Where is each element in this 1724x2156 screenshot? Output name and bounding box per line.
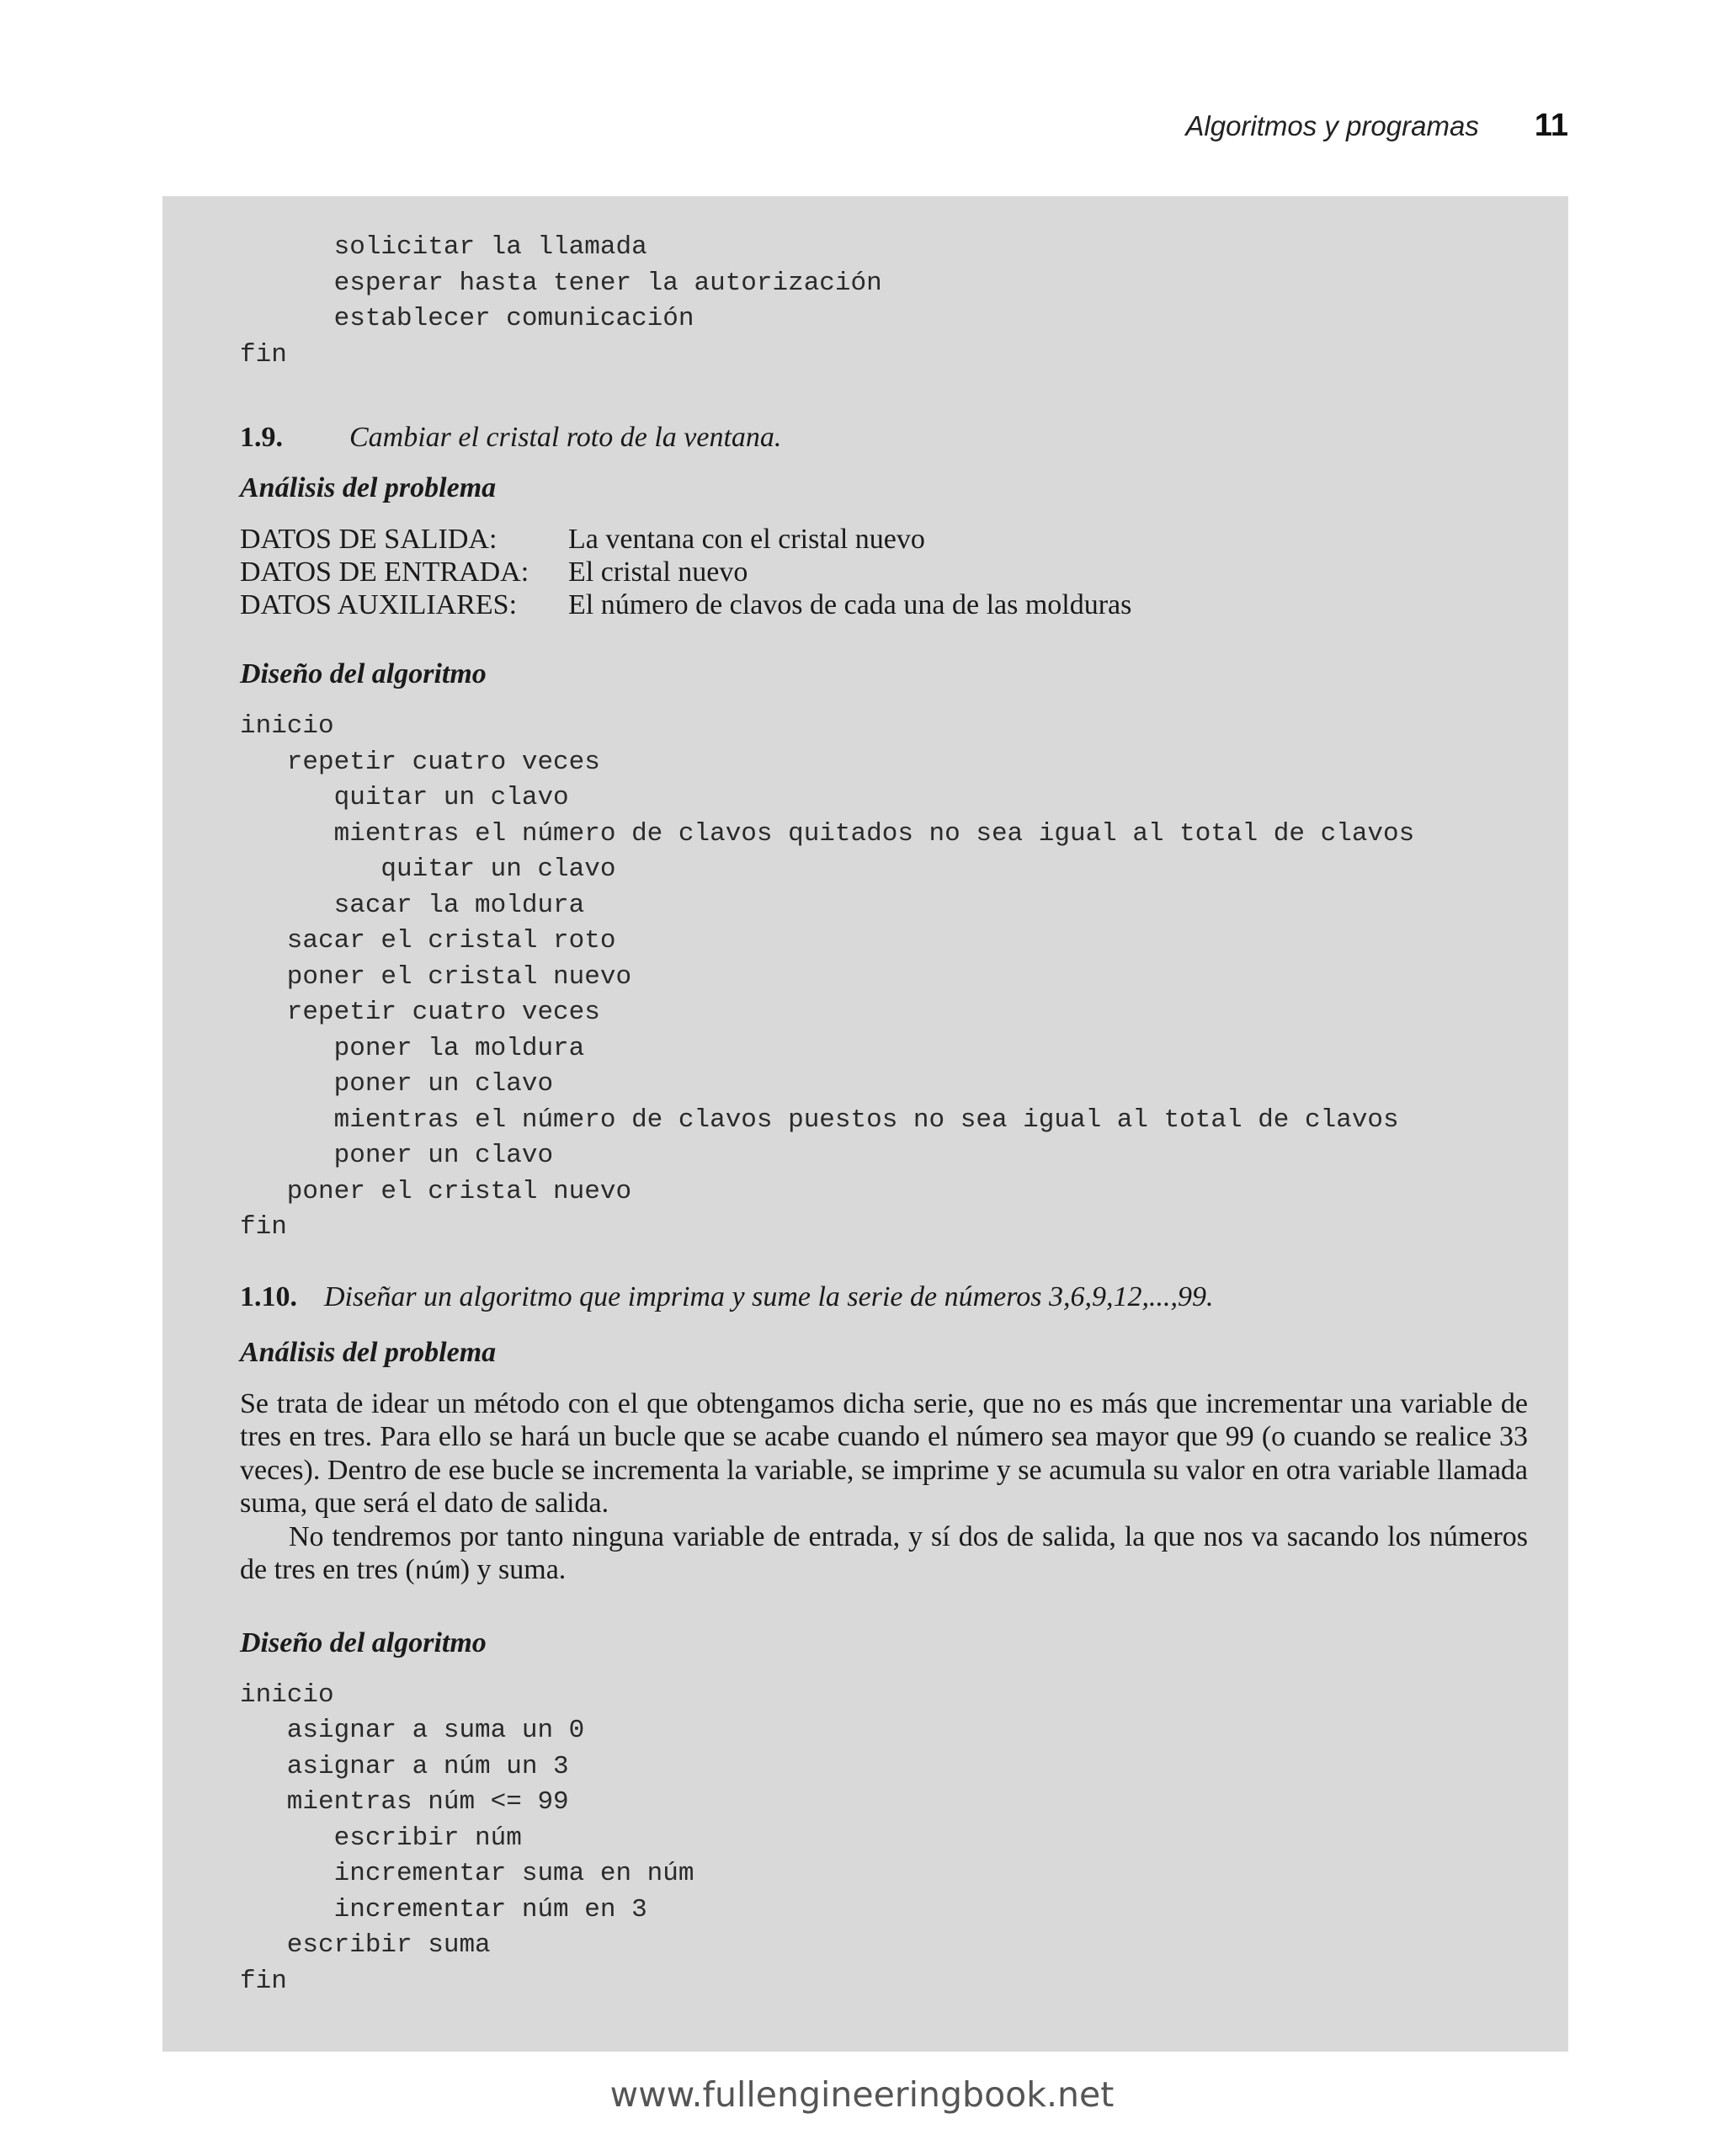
- analysis-heading: Análisis del problema: [240, 472, 497, 503]
- inline-code: núm: [414, 1558, 460, 1587]
- code-block-1-10: inicio asignar a suma un 0 asignar a núm un 3 mientras núm <= 99 escribir núm incrementar suma en núm incrementar núm en 3 escribir suma fin: [240, 1680, 694, 1996]
- exercise-number: 1.9.: [240, 422, 283, 453]
- data-key: DATOS DE SALIDA:: [240, 524, 498, 555]
- data-value: El cristal nuevo: [568, 556, 748, 588]
- exercise-number: 1.10.: [240, 1280, 297, 1312]
- paragraph-text: ) y suma.: [460, 1554, 567, 1585]
- data-table: [240, 523, 1528, 621]
- running-header: [1185, 108, 1568, 144]
- exercise-heading-1-10: [240, 1281, 1528, 1313]
- exercise-statement: Diseñar un algoritmo que imprima y sume la serie de números 3,6,9,12,...,99.: [324, 1280, 1214, 1312]
- data-key: DATOS DE ENTRADA:: [240, 556, 529, 588]
- design-heading: Diseño del algoritmo: [240, 658, 487, 689]
- paragraph-text: No tendremos por tanto ninguna variable de entrada, y sí dos de salida, la que nos va sacando los números de tres en tres (: [240, 1520, 1528, 1585]
- design-heading: Diseño del algoritmo: [240, 1626, 487, 1658]
- data-key: DATOS AUXILIARES:: [240, 589, 518, 620]
- data-row-auxiliary: [240, 588, 1528, 621]
- data-row-output: [240, 523, 1528, 556]
- analysis-paragraph: Se trata de idear un método con el que obtengamos dicha serie, que no es más que incrementar una variable de tres en tres. Para ello se hará un bucle que se acabe cuando el número sea mayor que 99 (o cuando se realice 33 veces). Dentro de ese bucle se incrementa la variable, se imprime y se acumula su valor en otra variable llamada suma, que será el dato de salida.: [240, 1387, 1528, 1519]
- data-value: La ventana con el cristal nuevo: [568, 524, 925, 555]
- analysis-heading: Análisis del problema: [240, 1336, 497, 1368]
- exercise-heading-1-9: [240, 422, 1528, 454]
- code-block-1-9: inicio repetir cuatro veces quitar un clavo mientras el número de clavos quitados no sea igual al total de clavos quitar un clavo sacar la moldura sacar el cristal roto poner el cristal nuevo repetir cuatro veces poner la moldura poner un clavo mientras el número de clavos puestos no sea igual al total de clavos poner un clavo poner el cristal nuevo fin: [240, 711, 1415, 1242]
- footer-url: www.fullengineeringbook.net: [609, 2074, 1115, 2115]
- page-number: 11: [1534, 108, 1568, 143]
- code-block-continued: solicitar la llamada esperar hasta tener la autorización establecer comunicación fin: [240, 232, 882, 370]
- data-value: El número de clavos de cada una de las molduras: [568, 589, 1132, 620]
- data-row-input: [240, 556, 1528, 588]
- exercise-statement: Cambiar el cristal roto de la ventana.: [349, 422, 782, 453]
- analysis-paragraph: [240, 1520, 1528, 1590]
- content-panel: [162, 196, 1568, 2052]
- panel-content: [240, 196, 1528, 1999]
- running-title: Algoritmos y programas: [1185, 110, 1479, 141]
